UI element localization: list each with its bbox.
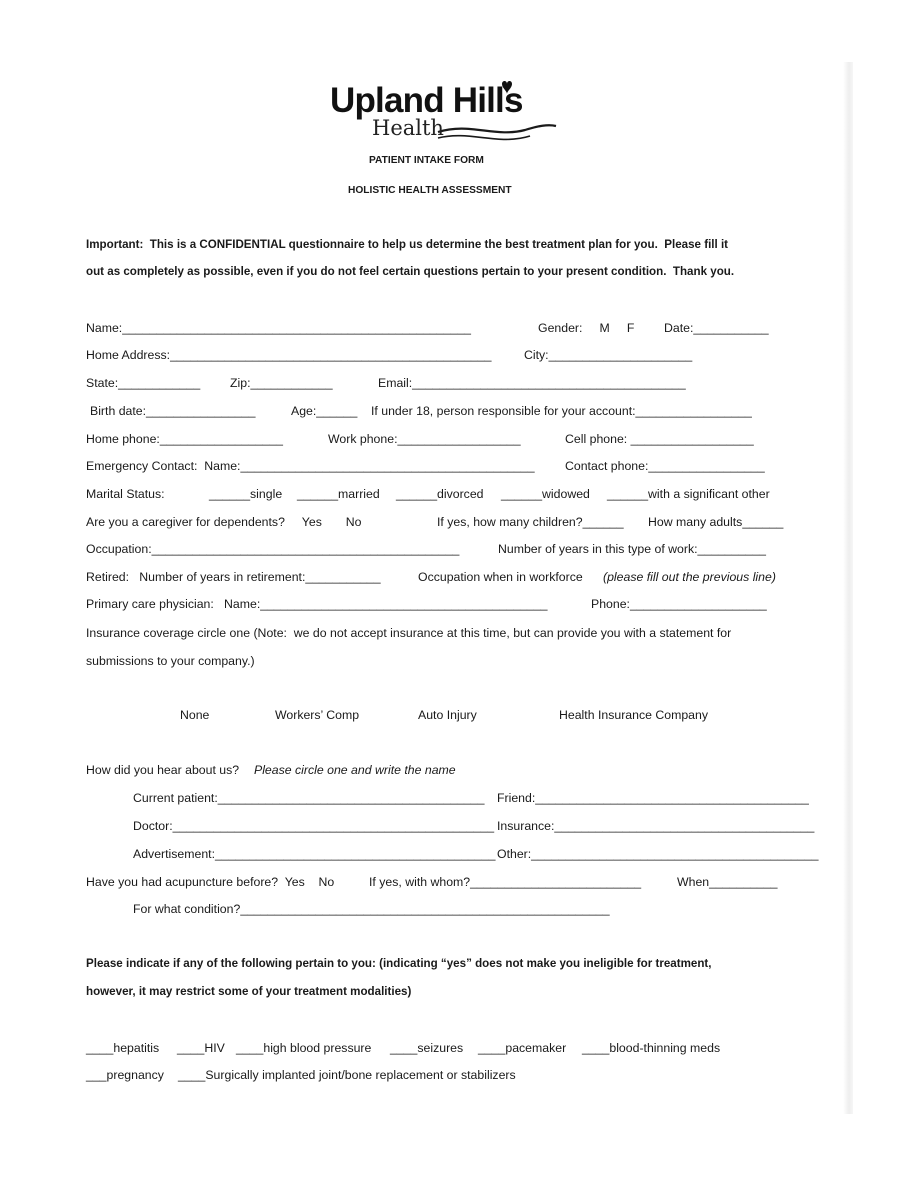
condition-seizures[interactable]: ____seizures (390, 1041, 464, 1055)
work-phone-field[interactable]: Work phone:__________________ (328, 432, 521, 446)
occupation-note: (please fill out the previous line) (603, 570, 776, 584)
caregiver-question[interactable]: Are you a caregiver for dependents? Yes No (86, 515, 362, 529)
insurance-note-line-2: submissions to your company.) (86, 654, 255, 668)
hear-about-us-note: Please circle one and write the name (254, 763, 456, 777)
condition-blood-thinning-meds[interactable]: ____blood-thinning meds (582, 1041, 721, 1055)
condition-pregnancy[interactable]: ___pregnancy (86, 1068, 164, 1082)
insurance-option-none[interactable]: None (180, 708, 210, 722)
home-address-field[interactable]: Home Address:_______________________________________________ (86, 348, 492, 362)
upland-hills-logo (320, 74, 564, 154)
insurance-option-workers-comp[interactable]: Workers’ Comp (275, 708, 360, 722)
insurance-referral-field[interactable]: Insurance:______________________________________ (497, 819, 815, 833)
name-field[interactable]: Name:___________________________________________________ (86, 321, 472, 335)
page-edge-shadow (843, 62, 853, 1114)
logo-subtitle: Health (372, 116, 444, 140)
city-field[interactable]: City:_____________________ (524, 348, 693, 362)
acupuncture-question[interactable]: Have you had acupuncture before? Yes No (86, 875, 335, 889)
marital-status-label: Marital Status: (86, 487, 165, 501)
home-phone-field[interactable]: Home phone:__________________ (86, 432, 283, 446)
logo-name: Upland Hills (330, 81, 523, 120)
insurance-option-auto-injury[interactable]: Auto Injury (418, 708, 477, 722)
retirement-years-field[interactable]: Retired: Number of years in retirement:___________ (86, 570, 381, 584)
occupation-when-label: Occupation when in workforce (418, 570, 583, 584)
current-patient-field[interactable]: Current patient:_______________________________________ (133, 791, 485, 805)
state-field[interactable]: State:____________ (86, 376, 201, 390)
physician-phone-field[interactable]: Phone:____________________ (591, 597, 767, 611)
marital-widowed-option[interactable]: ______widowed (501, 487, 590, 501)
intro-line-2: out as completely as possible, even if you do not feel certain questions pertain to your present condition. Thank you. (86, 265, 735, 278)
birth-date-field[interactable]: Birth date:________________ (90, 404, 256, 418)
cell-phone-field[interactable]: Cell phone: __________________ (565, 432, 754, 446)
advertisement-field[interactable]: Advertisement:_________________________________________ (133, 847, 496, 861)
insurance-note-line-1: Insurance coverage circle one (Note: we do not accept insurance at this time, but can provide you with a statement for (86, 626, 732, 640)
email-field[interactable]: Email:________________________________________ (378, 376, 686, 390)
years-in-work-field[interactable]: Number of years in this type of work:__________ (498, 542, 766, 556)
marital-significant-other-option[interactable]: ______with a significant other (607, 487, 770, 501)
other-field[interactable]: Other:__________________________________________ (497, 847, 819, 861)
acupuncture-condition-field[interactable]: For what condition?______________________________________________________ (133, 902, 610, 916)
emergency-contact-field[interactable]: Emergency Contact: Name:___________________________________________ (86, 459, 535, 473)
date-field[interactable]: Date:___________ (664, 321, 769, 335)
acupuncture-when-field[interactable]: When__________ (677, 875, 778, 889)
marital-married-option[interactable]: ______married (297, 487, 380, 501)
conditions-intro-line-2: however, it may restrict some of your treatment modalities) (86, 985, 412, 998)
zip-field[interactable]: Zip:____________ (230, 376, 333, 390)
doctor-field[interactable]: Doctor:_______________________________________________ (133, 819, 495, 833)
condition-high-blood-pressure[interactable]: ____high blood pressure (236, 1041, 372, 1055)
adults-count-field[interactable]: How many adults______ (648, 515, 784, 529)
responsible-party-field[interactable]: If under 18, person responsible for your account:_________________ (371, 404, 752, 418)
intro-line-1: Important: This is a CONFIDENTIAL questionnaire to help us determine the best treatment plan for you. Please fill it (86, 238, 729, 251)
contact-phone-field[interactable]: Contact phone:_________________ (565, 459, 765, 473)
acupuncture-whom-field[interactable]: If yes, with whom?_________________________ (369, 875, 642, 889)
form-subtitle: HOLISTIC HEALTH ASSESSMENT (348, 185, 512, 196)
age-field[interactable]: Age:______ (291, 404, 358, 418)
condition-pacemaker[interactable]: ____pacemaker (478, 1041, 567, 1055)
primary-physician-field[interactable]: Primary care physician: Name:__________________________________________ (86, 597, 548, 611)
condition-hepatitis[interactable]: ____hepatitis (86, 1041, 160, 1055)
conditions-intro-line-1: Please indicate if any of the following pertain to you: (indicating “yes” does not make you ineligible for treatment, (86, 957, 712, 970)
form-title: PATIENT INTAKE FORM (369, 155, 484, 166)
hear-about-us-label: How did you hear about us? (86, 763, 240, 777)
friend-field[interactable]: Friend:________________________________________ (497, 791, 809, 805)
marital-single-option[interactable]: ______single (209, 487, 283, 501)
marital-divorced-option[interactable]: ______divorced (396, 487, 484, 501)
occupation-field[interactable]: Occupation:_____________________________________________ (86, 542, 460, 556)
condition-hiv[interactable]: ____HIV (177, 1041, 225, 1055)
condition-implant[interactable]: ____Surgically implanted joint/bone replacement or stabilizers (178, 1068, 516, 1082)
insurance-option-health-company[interactable]: Health Insurance Company (559, 708, 709, 722)
gender-field[interactable]: Gender: M F (538, 321, 635, 335)
children-count-field[interactable]: If yes, how many children?______ (437, 515, 624, 529)
